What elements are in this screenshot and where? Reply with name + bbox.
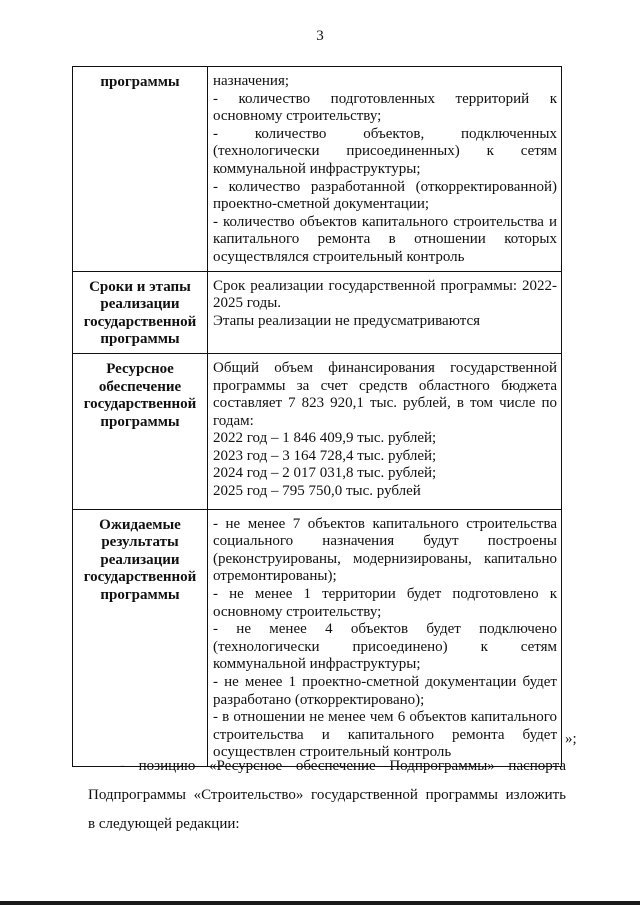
value-line: назначения; <box>213 73 290 89</box>
program-passport-table <box>72 66 562 767</box>
row-label: Сроки и этапы реализации государственной программы <box>73 271 208 353</box>
row-value <box>208 509 562 766</box>
amendment-text <box>88 752 566 839</box>
value-line: - не менее 1 проектно-сметной документации будет разработано (откорректировано); <box>213 674 557 708</box>
value-line: - не менее 7 объектов капитального строительства социального назначения будут построены (реконструированы, модернизированы, капитально отремонтированы); <box>213 515 557 585</box>
value-line: 2022 год – 1 846 409,9 тыс. рублей; <box>213 430 437 447</box>
value-line: - количество подготовленных территорий к основному строительству; <box>213 90 557 125</box>
row-label: Ожидаемые результаты реализации государственной программы <box>73 509 208 766</box>
table-row <box>73 271 562 353</box>
value-line: 2024 год – 2 017 031,8 тыс. рублей; <box>213 465 437 482</box>
table-row <box>73 67 562 272</box>
value-line: - в отношении не менее чем 6 объектов капитального строительства и капитального ремонта будет осуществлен строительный контроль <box>213 709 557 761</box>
amendment-paragraph: Подпрограммы «Строительство» государственной программы изложить <box>88 787 566 803</box>
value-line: 2025 год – 795 750,0 тыс. рублей <box>213 483 421 500</box>
value-line: - не менее 4 объектов будет подключено (технологически присоединено) к сетям коммунальной инфраструктуры; <box>213 621 557 673</box>
value-line: Этапы реализации не предусматриваются <box>213 312 480 329</box>
value-line: - количество объектов, подключенных (технологически присоединенных) к сетям коммунальной инфраструктуры; <box>213 125 557 177</box>
row-value <box>208 271 562 353</box>
row-value <box>208 353 562 509</box>
value-line: Общий объем финансирования государственной программы за счет средств областного бюджета составляет 7 823 920,1 тыс. рублей, в том числе по годам: <box>213 359 557 429</box>
amendment-paragraph: в следующей редакции: <box>88 816 240 832</box>
value-line: Срок реализации государственной программы: 2022-2025 годы. <box>213 277 557 312</box>
value-line: - количество разработанной (откорректированной) проектно-сметной документации; <box>213 178 557 213</box>
page-number: 3 <box>316 28 324 44</box>
value-line: 2023 год – 3 164 728,4 тыс. рублей; <box>213 447 437 464</box>
row-label: программы <box>73 67 208 272</box>
row-value <box>208 67 562 272</box>
amendment-paragraph: - позицию «Ресурсное обеспечение Подпрограммы» паспорта <box>120 758 566 774</box>
table-row <box>73 353 562 509</box>
bottom-scan-edge <box>0 901 640 905</box>
table-row <box>73 509 562 766</box>
row-label: Ресурсное обеспечение государственной программы <box>73 353 208 509</box>
value-line: - количество объектов капитального строительства и капитального ремонта в отношении которых осуществлялся строительный контроль <box>213 213 557 265</box>
value-line: - не менее 1 территории будет подготовлено к основному строительству; <box>213 586 557 620</box>
closing-quote-mark: »; <box>565 731 577 747</box>
